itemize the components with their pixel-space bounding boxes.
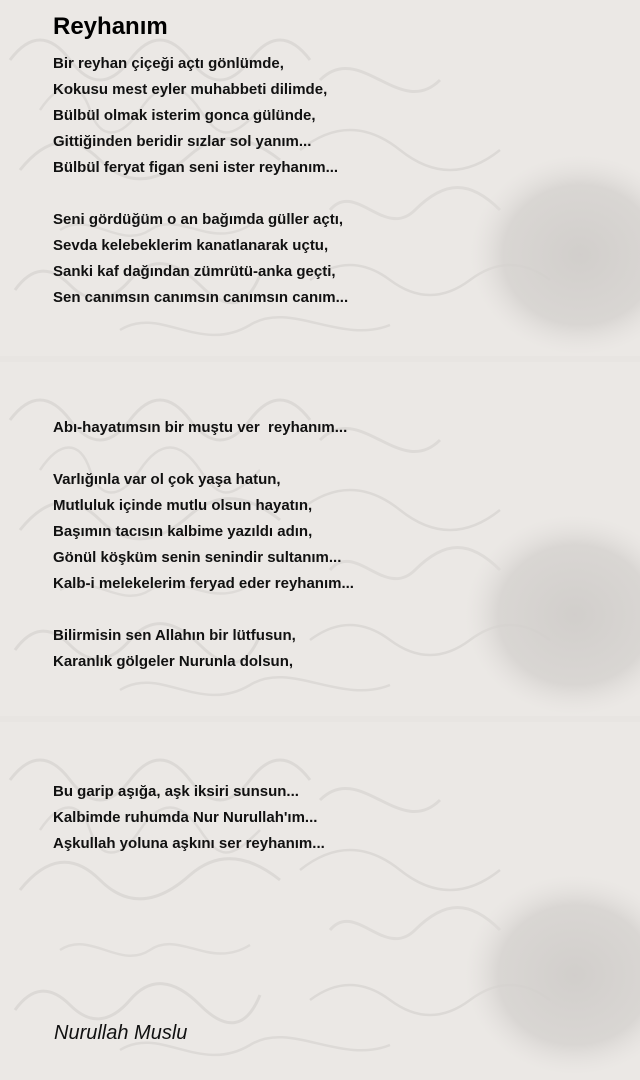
poem-line: Bülbül feryat figan seni ister reyhanım... [53, 159, 339, 176]
poem-line: Kalbimde ruhumda Nur Nurullah'ım... [53, 809, 318, 826]
poem-line: Mutluluk içinde mutlu olsun hayatın, [53, 497, 313, 514]
poem-line: Seni gördüğüm o an bağımda güller açtı, [53, 211, 344, 228]
poem-line: Bilirmisin sen Allahın bir lütfusun, [53, 627, 296, 644]
poem-title: Reyhanım [53, 13, 168, 40]
poem-line: Sanki kaf dağından zümrütü-anka geçti, [53, 263, 336, 280]
poem-line: Varlığınla var ol çok yaşa hatun, [53, 471, 281, 488]
poem-line: Bir reyhan çiçeği açtı gönlümde, [53, 55, 284, 72]
poem-line: Gönül köşküm senin senindir sultanım... [53, 549, 342, 566]
poem-line: Bülbül olmak isterim gonca gülünde, [53, 107, 316, 124]
poem-line: Karanlık gölgeler Nurunla dolsun, [53, 653, 294, 670]
poem-line: Kokusu mest eyler muhabbeti dilimde, [53, 81, 328, 98]
poem-line: Başımın tacısın kalbime yazıldı adın, [53, 523, 313, 540]
poem-line: Aşkullah yoluna aşkını ser reyhanım... [53, 835, 325, 852]
poem-line: Bu garip aşığa, aşk iksiri sunsun... [53, 783, 299, 800]
poem-line: Sevda kelebeklerim kanatlanarak uçtu, [53, 237, 329, 254]
poem-line: Sen canımsın canımsın canımsın canım... [53, 289, 349, 306]
poem-line: Abı-hayatımsın bir muştu ver reyhanım... [53, 419, 348, 436]
poem-author: Nurullah Muslu [54, 1022, 188, 1044]
poem-line: Kalb-i melekelerim feryad eder reyhanım... [53, 575, 354, 592]
poem-line: Gittiğinden beridir sızlar sol yanım... [53, 133, 312, 150]
